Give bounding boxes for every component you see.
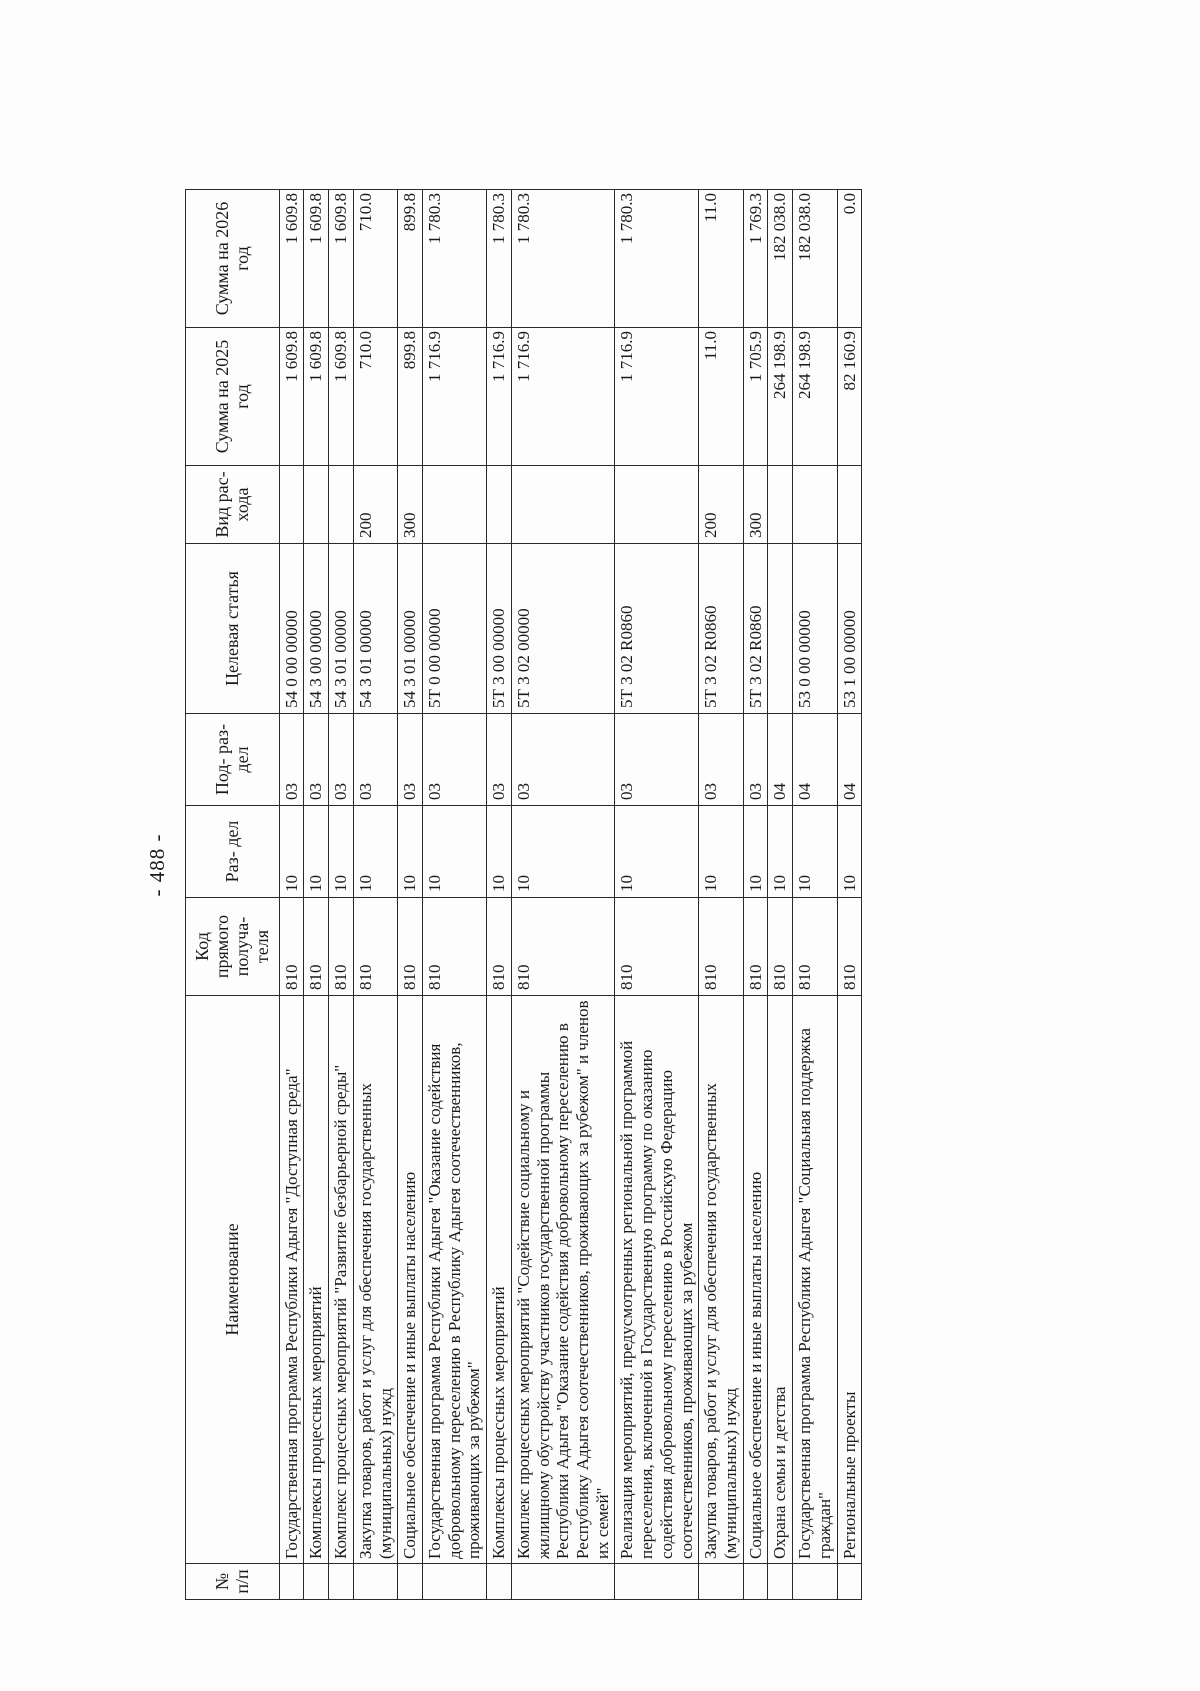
cell-expense-type — [768, 466, 793, 544]
cell-sum-2025: 1 609.8 — [304, 328, 329, 466]
cell-subsection: 04 — [768, 714, 793, 806]
cell-name: Закупка товаров, работ и услуг для обеспечения государственных (муниципальных) нужд — [699, 996, 743, 1564]
table-row — [279, 190, 304, 1600]
cell-num — [511, 1564, 615, 1600]
cell-section: 10 — [329, 806, 354, 898]
cell-target: 5Т 0 00 00000 — [422, 544, 486, 714]
cell-section: 10 — [699, 806, 743, 898]
table-row — [329, 190, 354, 1600]
cell-target: 54 0 00 00000 — [279, 544, 304, 714]
cell-name: Региональные проекты — [837, 996, 862, 1564]
cell-expense-type — [615, 466, 699, 544]
cell-name: Социальное обеспечение и иные выплаты населению — [398, 996, 423, 1564]
cell-sum-2025: 82 160.9 — [837, 328, 862, 466]
cell-expense-type — [793, 466, 837, 544]
cell-subsection: 03 — [615, 714, 699, 806]
cell-subsection: 03 — [487, 714, 512, 806]
cell-grbs: 810 — [329, 898, 354, 996]
cell-subsection: 04 — [793, 714, 837, 806]
cell-expense-type — [422, 466, 486, 544]
cell-num — [279, 1564, 304, 1600]
cell-subsection: 03 — [279, 714, 304, 806]
cell-num — [615, 1564, 699, 1600]
cell-sum-2025: 710.0 — [353, 328, 397, 466]
cell-target: 5Т 3 00 00000 — [487, 544, 512, 714]
cell-name: Комплексы процессных мероприятий — [304, 996, 329, 1564]
cell-expense-type — [329, 466, 354, 544]
cell-num — [793, 1564, 837, 1600]
cell-sum-2026: 1 609.8 — [329, 190, 354, 328]
page-number: - 488 - — [145, 833, 169, 897]
cell-grbs: 810 — [768, 898, 793, 996]
cell-section: 10 — [422, 806, 486, 898]
header-section: Раз- дел — [186, 806, 280, 898]
header-expense-type: Вид рас- хода — [186, 466, 280, 544]
cell-sum-2026: 0.0 — [837, 190, 862, 328]
cell-sum-2026: 11.0 — [699, 190, 743, 328]
cell-expense-type: 200 — [353, 466, 397, 544]
cell-num — [353, 1564, 397, 1600]
cell-grbs: 810 — [353, 898, 397, 996]
cell-name: Закупка товаров, работ и услуг для обеспечения государственных (муниципальных) нужд — [353, 996, 397, 1564]
cell-target: 5Т 3 02 R0860 — [699, 544, 743, 714]
cell-name: Социальное обеспечение и иные выплаты населению — [743, 996, 768, 1564]
cell-target: 53 0 00 00000 — [793, 544, 837, 714]
header-subsection: Под- раз- дел — [186, 714, 280, 806]
cell-section: 10 — [793, 806, 837, 898]
cell-name: Государственная программа Республики Адыгея "Оказание содействия добровольному переселению в Республику Адыгея соотечественников, проживающих за рубежом" — [422, 996, 486, 1564]
cell-subsection: 04 — [837, 714, 862, 806]
cell-sum-2025: 1 716.9 — [487, 328, 512, 466]
cell-sum-2026: 1 780.3 — [615, 190, 699, 328]
cell-expense-type: 300 — [743, 466, 768, 544]
cell-grbs: 810 — [511, 898, 615, 996]
cell-expense-type — [837, 466, 862, 544]
cell-name: Государственная программа Республики Адыгея "Доступная среда" — [279, 996, 304, 1564]
cell-expense-type — [279, 466, 304, 544]
cell-num — [422, 1564, 486, 1600]
table-row — [353, 190, 397, 1600]
cell-section: 10 — [768, 806, 793, 898]
cell-sum-2025: 1 716.9 — [615, 328, 699, 466]
cell-section: 10 — [398, 806, 423, 898]
cell-target: 54 3 01 00000 — [398, 544, 423, 714]
cell-target: 5Т 3 02 R0860 — [615, 544, 699, 714]
budget-table — [185, 189, 862, 1600]
cell-section: 10 — [511, 806, 615, 898]
cell-section: 10 — [279, 806, 304, 898]
cell-sum-2025: 1 609.8 — [329, 328, 354, 466]
cell-sum-2026: 1 780.3 — [422, 190, 486, 328]
cell-section: 10 — [615, 806, 699, 898]
table-body — [279, 190, 862, 1600]
cell-grbs: 810 — [615, 898, 699, 996]
table-row — [487, 190, 512, 1600]
cell-sum-2026: 1 780.3 — [511, 190, 615, 328]
cell-section: 10 — [837, 806, 862, 898]
cell-grbs: 810 — [304, 898, 329, 996]
rotated-sheet — [145, 190, 1065, 1600]
cell-section: 10 — [304, 806, 329, 898]
header-sum-2025: Сумма на 2025 год — [186, 328, 280, 466]
cell-expense-type: 300 — [398, 466, 423, 544]
cell-sum-2025: 1 716.9 — [511, 328, 615, 466]
cell-sum-2025: 899.8 — [398, 328, 423, 466]
header-sum-2026: Сумма на 2026 год — [186, 190, 280, 328]
cell-grbs: 810 — [279, 898, 304, 996]
header-target: Целевая статья — [186, 544, 280, 714]
table-row — [398, 190, 423, 1600]
table-row — [511, 190, 615, 1600]
cell-subsection: 03 — [329, 714, 354, 806]
cell-target: 5Т 3 02 R0860 — [743, 544, 768, 714]
cell-sum-2026: 899.8 — [398, 190, 423, 328]
table-row — [422, 190, 486, 1600]
cell-name: Реализация мероприятий, предусмотренных региональной программой переселения, включенной в Государственную программу по оказанию содействия добровольному переселению в Российскую Федерацию соотечественников, проживающих за рубежом — [615, 996, 699, 1564]
cell-sum-2025: 264 198.9 — [768, 328, 793, 466]
cell-subsection: 03 — [743, 714, 768, 806]
table-header-row — [186, 190, 280, 1600]
cell-expense-type — [487, 466, 512, 544]
cell-grbs: 810 — [837, 898, 862, 996]
cell-num — [743, 1564, 768, 1600]
table-row — [768, 190, 793, 1600]
cell-sum-2026: 1 769.3 — [743, 190, 768, 328]
cell-target: 54 3 01 00000 — [329, 544, 354, 714]
cell-target: 54 3 00 00000 — [304, 544, 329, 714]
cell-section: 10 — [487, 806, 512, 898]
cell-sum-2026: 1 780.3 — [487, 190, 512, 328]
cell-sum-2025: 264 198.9 — [793, 328, 837, 466]
cell-sum-2026: 182 038.0 — [793, 190, 837, 328]
cell-expense-type: 200 — [699, 466, 743, 544]
cell-subsection: 03 — [353, 714, 397, 806]
cell-subsection: 03 — [511, 714, 615, 806]
header-grbs: Код прямого получа- теля — [186, 898, 280, 996]
cell-num — [398, 1564, 423, 1600]
header-num: № п/п — [186, 1564, 280, 1600]
cell-subsection: 03 — [304, 714, 329, 806]
cell-target — [768, 544, 793, 714]
cell-grbs: 810 — [398, 898, 423, 996]
cell-subsection: 03 — [422, 714, 486, 806]
cell-num — [837, 1564, 862, 1600]
cell-num — [329, 1564, 354, 1600]
table-row — [837, 190, 862, 1600]
cell-name: Государственная программа Республики Адыгея "Социальная поддержка граждан" — [793, 996, 837, 1564]
cell-target: 5Т 3 02 00000 — [511, 544, 615, 714]
cell-name: Охрана семьи и детства — [768, 996, 793, 1564]
header-name: Наименование — [186, 996, 280, 1564]
cell-name: Комплексы процессных мероприятий — [487, 996, 512, 1564]
cell-expense-type — [511, 466, 615, 544]
table-row — [743, 190, 768, 1600]
cell-sum-2026: 1 609.8 — [279, 190, 304, 328]
cell-num — [487, 1564, 512, 1600]
cell-target: 53 1 00 00000 — [837, 544, 862, 714]
cell-sum-2025: 1 609.8 — [279, 328, 304, 466]
table-row — [699, 190, 743, 1600]
cell-num — [304, 1564, 329, 1600]
cell-sum-2026: 182 038.0 — [768, 190, 793, 328]
cell-subsection: 03 — [398, 714, 423, 806]
cell-expense-type — [304, 466, 329, 544]
cell-sum-2026: 710.0 — [353, 190, 397, 328]
cell-sum-2025: 1 705.9 — [743, 328, 768, 466]
table-row — [615, 190, 699, 1600]
table-row — [304, 190, 329, 1600]
cell-section: 10 — [353, 806, 397, 898]
cell-sum-2025: 1 716.9 — [422, 328, 486, 466]
cell-grbs: 810 — [793, 898, 837, 996]
cell-grbs: 810 — [743, 898, 768, 996]
cell-num — [768, 1564, 793, 1600]
cell-name: Комплекс процессных мероприятий "Содействие социальному и жилищному обустройству участников государственной программы Республики Адыгея "Оказание содействия добровольному переселению в Республику Адыгея соотечественников, проживающих за рубежом" и членов их семей" — [511, 996, 615, 1564]
cell-sum-2025: 11.0 — [699, 328, 743, 466]
cell-subsection: 03 — [699, 714, 743, 806]
cell-grbs: 810 — [487, 898, 512, 996]
cell-grbs: 810 — [699, 898, 743, 996]
cell-num — [699, 1564, 743, 1600]
cell-sum-2026: 1 609.8 — [304, 190, 329, 328]
cell-section: 10 — [743, 806, 768, 898]
cell-grbs: 810 — [422, 898, 486, 996]
cell-target: 54 3 01 00000 — [353, 544, 397, 714]
cell-name: Комплекс процессных мероприятий "Развитие безбарьерной среды" — [329, 996, 354, 1564]
table-row — [793, 190, 837, 1600]
